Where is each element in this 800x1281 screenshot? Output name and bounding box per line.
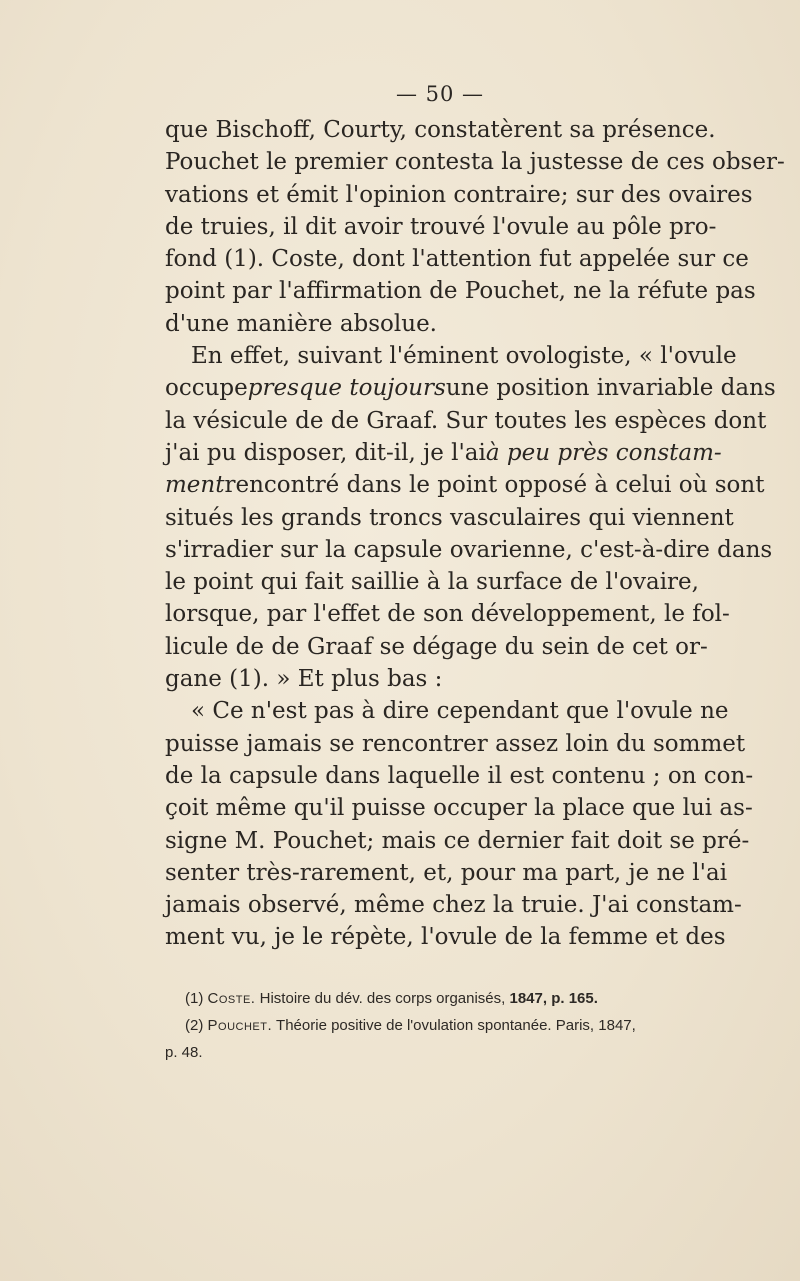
footnote-author: Coste. xyxy=(207,990,256,1007)
text-line xyxy=(165,792,753,824)
text-segment: j'ai pu disposer, dit-il, je l'ai xyxy=(165,439,486,466)
text-segment: le point qui fait saillie à la surface de l'ovaire, xyxy=(165,569,699,596)
page-number: — 50 — xyxy=(395,82,485,106)
text-line xyxy=(165,275,756,307)
text-segment: d'une manière absolue. xyxy=(165,310,437,337)
text-line xyxy=(165,243,749,275)
text-line xyxy=(165,728,746,760)
text-line xyxy=(165,760,754,792)
text-segment: vations et émit l'opinion contraire; sur des ovaires xyxy=(165,181,753,208)
text-segment: la vésicule de de Graaf. Sur toutes les espèces dont xyxy=(165,407,767,434)
footnote-text: Histoire du dév. des corps organisés, xyxy=(259,990,506,1007)
footnote-text: Théorie positive de l'ovulation spontanée. Paris, 1847, xyxy=(276,1017,636,1034)
text-segment: situés les grands troncs vasculaires qui viennent xyxy=(165,504,734,531)
text-line xyxy=(165,211,721,243)
text-segment: point par l'affirmation de Pouchet, ne la réfute pas xyxy=(165,278,756,305)
footnote-2-continuation: p. 48. xyxy=(165,1044,203,1061)
text-segment: que Bischoff, Courty, constatèrent sa présence. xyxy=(165,117,716,143)
text-segment: licule de de Graaf se dégage du sein de cet or- xyxy=(165,633,708,660)
text-line xyxy=(165,502,734,534)
italic-segment: à peu près constam- xyxy=(485,439,722,466)
text-line xyxy=(165,405,767,437)
italic-segment: presque toujours xyxy=(247,375,446,402)
footnote-year: 1847, p. 165. xyxy=(509,990,598,1007)
text-line xyxy=(165,631,721,663)
text-segment: En effet, suivant l'éminent ovologiste, « l'ovule xyxy=(191,343,737,370)
footnote-2 xyxy=(165,1012,721,1039)
text-segment: ment vu, je le répète, l'ovule de la femme et des xyxy=(165,924,726,951)
text-line xyxy=(165,372,776,404)
text-line xyxy=(165,308,721,340)
text-segment: occupe xyxy=(165,375,248,402)
text-segment: çoit même qu'il puisse occuper la place que lui as- xyxy=(165,795,753,822)
text-segment: lorsque, par l'effet de son développement, le fol- xyxy=(165,601,730,628)
text-segment: de truies, il dit avoir trouvé l'ovule au pôle pro- xyxy=(165,213,717,240)
footnote-author: Pouchet. xyxy=(207,1017,273,1034)
text-line xyxy=(165,825,750,857)
text-segment: de la capsule dans laquelle il est contenu ; on con- xyxy=(165,762,754,789)
text-segment: fond (1). Coste, dont l'attention fut appelée sur ce xyxy=(165,246,749,273)
text-line xyxy=(165,114,721,146)
text-line xyxy=(165,179,753,211)
text-segment: une position invariable dans xyxy=(445,375,776,402)
text-segment: gane (1). » Et plus bas : xyxy=(165,666,443,693)
text-line xyxy=(165,534,773,566)
text-line xyxy=(165,566,721,598)
footnote-marker: (1) xyxy=(185,990,204,1007)
italic-segment: ment xyxy=(165,472,225,499)
text-segment: s'irradier sur la capsule ovarienne, c'est-à-dire dans xyxy=(165,536,773,563)
text-line xyxy=(165,340,737,372)
footnote-marker: (2) xyxy=(185,1017,204,1034)
text-segment: Pouchet le premier contesta la justesse de ces obser- xyxy=(165,149,785,176)
text-line xyxy=(165,663,721,695)
text-line xyxy=(165,598,730,630)
footnote-1 xyxy=(165,985,721,1012)
text-line xyxy=(165,889,742,921)
text-line xyxy=(165,921,726,953)
text-segment: « Ce n'est pas à dire cependant que l'ovule ne xyxy=(191,698,729,725)
body-text xyxy=(165,114,785,954)
footnotes xyxy=(165,985,721,1066)
text-line xyxy=(165,695,729,727)
text-line xyxy=(165,146,785,178)
text-line xyxy=(165,469,765,501)
text-segment: signe M. Pouchet; mais ce dernier fait doit se pré- xyxy=(165,827,750,854)
text-line xyxy=(165,437,721,469)
text-segment: senter très-rarement, et, pour ma part, je ne l'ai xyxy=(165,859,728,886)
text-segment: jamais observé, même chez la truie. J'ai constam- xyxy=(165,892,742,919)
text-segment: rencontré dans le point opposé à celui où sont xyxy=(224,472,765,499)
text-line xyxy=(165,857,728,889)
text-segment: puisse jamais se rencontrer assez loin du sommet xyxy=(165,730,746,757)
